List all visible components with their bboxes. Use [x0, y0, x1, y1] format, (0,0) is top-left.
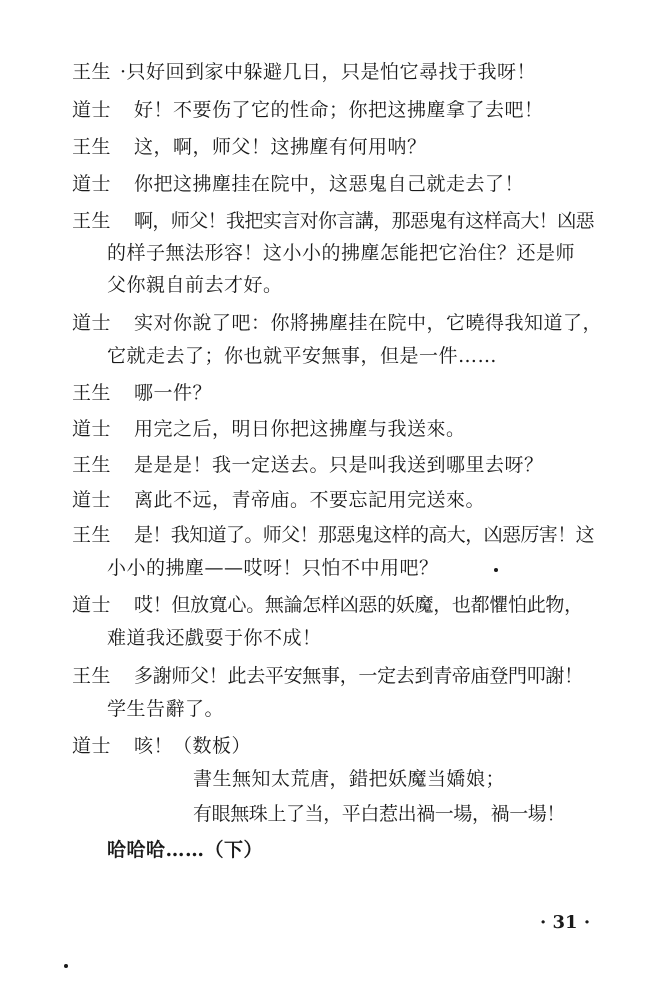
verse-text: 有眼無珠上了当，平白惹出禍一場，禍一場！	[193, 803, 566, 825]
dialogue-text: 是是是！我一定送去。只是叫我送到哪里去呀？	[134, 454, 544, 476]
print-speck	[64, 964, 68, 968]
speaker-label: 王生	[72, 665, 112, 687]
dialogue-text: 的样子無法形容！这小小的拂塵怎能把它治住？还是师	[107, 242, 576, 264]
dialogue-text: 学生告辭了。	[107, 698, 225, 720]
speaker-label: 道士	[72, 173, 112, 195]
dialogue-text: 多謝师父！此去平安無事，一定去到青帝庙登門叩謝！	[134, 665, 583, 687]
speaker-label: 王生	[72, 524, 112, 546]
dialogue-text: 实对你說了吧：你將拂塵挂在院中，它曉得我知道了，	[134, 312, 603, 334]
verse-text: 書生無知太荒唐，錯把妖魔当嬌娘；	[193, 768, 506, 790]
speaker-label: 王生	[72, 136, 112, 158]
dialogue-text: 这，啊，师父！这拂塵有何用呐？	[134, 136, 427, 158]
speaker-label: 道士	[72, 489, 112, 511]
print-speck	[494, 568, 498, 572]
dialogue-text: 哪一件？	[134, 382, 213, 404]
dialogue-text: 啊，师父！我把实言对你言講，那惡鬼有这样高大！凶惡	[134, 210, 595, 232]
dialogue-text: 哎！但放寬心。無論怎样凶惡的妖魔，也都懼怕此物，	[134, 594, 583, 616]
dialogue-text: 是！我知道了。师父！那惡鬼这样的高大，凶惡厉害！这	[134, 524, 595, 546]
speaker-label: 王生	[72, 454, 112, 476]
speaker-label: 王生	[72, 61, 112, 83]
dialogue-text: 难道我还戲耍于你不成！	[107, 627, 322, 649]
dialogue-text: 它就走去了；你也就平安無事，但是一件……	[107, 345, 498, 367]
dialogue-text: 父你親自前去才好。	[107, 274, 283, 296]
dialogue-text: ·只好回到家中躲避几日，只是怕它尋找于我呀！	[120, 61, 537, 83]
stage-direction: 哈哈哈……（下）	[107, 839, 264, 861]
page-number: · 31 ·	[540, 912, 591, 933]
dialogue-text: 用完之后，明日你把这拂塵与我送來。	[134, 418, 466, 440]
dialogue-text: 咳！（数板）	[134, 735, 252, 757]
dialogue-text: 离此不远，青帝庙。不要忘記用完送來。	[134, 489, 486, 511]
speaker-label: 道士	[72, 99, 112, 121]
dialogue-text: 小小的拂塵——哎呀！只怕不中用吧？	[107, 557, 439, 579]
speaker-label: 王生	[72, 210, 112, 232]
speaker-label: 王生	[72, 382, 112, 404]
dialogue-text: 你把这拂塵挂在院中，这惡鬼自己就走去了！	[134, 173, 525, 195]
speaker-label: 道士	[72, 594, 112, 616]
speaker-label: 道士	[72, 418, 112, 440]
dialogue-text: 好！不要伤了它的性命；你把这拂塵拿了去吧！	[134, 99, 544, 121]
speaker-label: 道士	[72, 735, 112, 757]
speaker-label: 道士	[72, 312, 112, 334]
